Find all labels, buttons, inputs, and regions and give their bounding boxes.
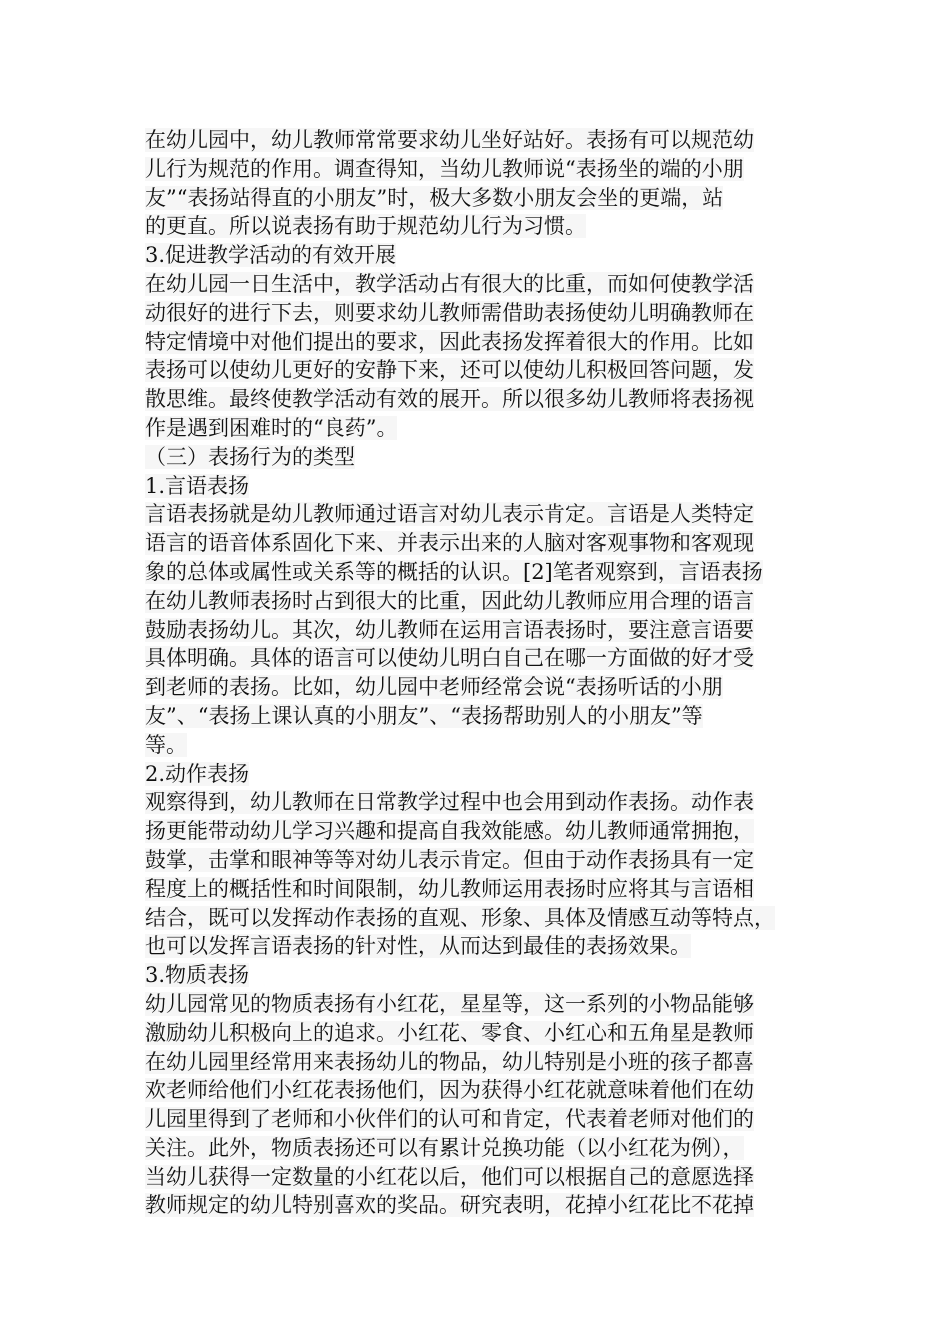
text-line: 象的总体或属性或关系等的概括的认识。[2]笔者观察到，言语表扬 [145,559,763,584]
text-line: 也可以发挥言语表扬的针对性，从而达到最佳的表扬效果。 [145,934,691,959]
text-line: 友”“表扬站得直的小朋友”时，极大多数小朋友会坐的更端，站 [145,185,724,210]
text-line: 欢老师给他们小红花表扬他们，因为获得小红花就意味着他们在幼 [145,1078,754,1103]
text-line: 在幼儿教师表扬时占到很大的比重，因此幼儿教师应用合理的语言 [145,588,754,613]
text-line: 的更直。所以说表扬有助于规范幼儿行为习惯。 [145,214,586,239]
text-line: 关注。此外，物质表扬还可以有累计兑换功能（以小红花为例）， [145,1135,744,1160]
text-line: 到老师的表扬。比如，幼儿园中老师经常会说“表扬听话的小朋 [145,675,723,700]
text-line: 儿园里得到了老师和小伙伴们的认可和肯定，代表着老师对他们的 [145,1107,754,1132]
text-line: 等。 [145,732,187,757]
section-heading: 2.动作表扬 [145,761,250,786]
section-heading: 3.物质表扬 [145,963,250,988]
text-line: 特定情境中对他们提出的要求，因此表扬发挥着很大的作用。比如 [145,329,754,354]
document-body [145,126,825,1220]
text-line: 结合，既可以发挥动作表扬的直观、形象、具体及情感互动等特点， [145,905,775,930]
text-line: 激励幼儿积极向上的追求。小红花、零食、小红心和五角星是教师 [145,1020,754,1045]
text-line: 在幼儿园里经常用来表扬幼儿的物品，幼儿特别是小班的孩子都喜 [145,1049,754,1074]
text-line: 儿行为规范的作用。调查得知，当幼儿教师说“表扬坐的端的小朋 [145,156,744,181]
text-line: 表扬可以使幼儿更好的安静下来，还可以使幼儿积极回答问题，发 [145,358,754,383]
text-line: 幼儿园常见的物质表扬有小红花，星星等，这一系列的小物品能够 [145,991,754,1016]
text-line: 鼓励表扬幼儿。其次，幼儿教师在运用言语表扬时，要注意言语要 [145,617,754,642]
text-line: 具体明确。具体的语言可以使幼儿明白自己在哪一方面做的好才受 [145,646,754,671]
section-heading: （三）表扬行为的类型 [145,444,355,469]
text-line: 在幼儿园中，幼儿教师常常要求幼儿坐好站好。表扬有可以规范幼 [145,128,754,152]
section-heading: 3.促进教学活动的有效开展 [145,243,397,268]
text-line: 教师规定的幼儿特别喜欢的奖品。研究表明，花掉小红花比不花掉 [145,1193,754,1218]
text-line: 扬更能带动幼儿学习兴趣和提高自我效能感。幼儿教师通常拥抱， [145,819,754,844]
text-line: 程度上的概括性和时间限制，幼儿教师运用表扬时应将其与言语相 [145,876,754,901]
text-line: 作是遇到困难时的“良药”。 [145,415,398,440]
text-line: 动很好的进行下去，则要求幼儿教师需借助表扬使幼儿明确教师在 [145,300,754,325]
text-line: 言语表扬就是幼儿教师通过语言对幼儿表示肯定。言语是人类特定 [145,502,754,527]
text-line: 鼓掌，击掌和眼神等等对幼儿表示肯定。但由于动作表扬具有一定 [145,847,754,872]
text-line: 在幼儿园一日生活中，教学活动占有很大的比重，而如何使教学活 [145,271,754,296]
section-heading: 1.言语表扬 [145,473,250,498]
text-line: 友”、“表扬上课认真的小朋友”、“表扬帮助别人的小朋友”等 [145,703,703,728]
text-line: 当幼儿获得一定数量的小红花以后，他们可以根据自己的意愿选择 [145,1164,754,1189]
text-line: 观察得到，幼儿教师在日常教学过程中也会用到动作表扬。动作表 [145,790,754,815]
text-line: 散思维。最终使教学活动有效的展开。所以很多幼儿教师将表扬视 [145,387,754,412]
text-line: 语言的语音体系固化下来、并表示出来的人脑对客观事物和客观现 [145,531,754,556]
